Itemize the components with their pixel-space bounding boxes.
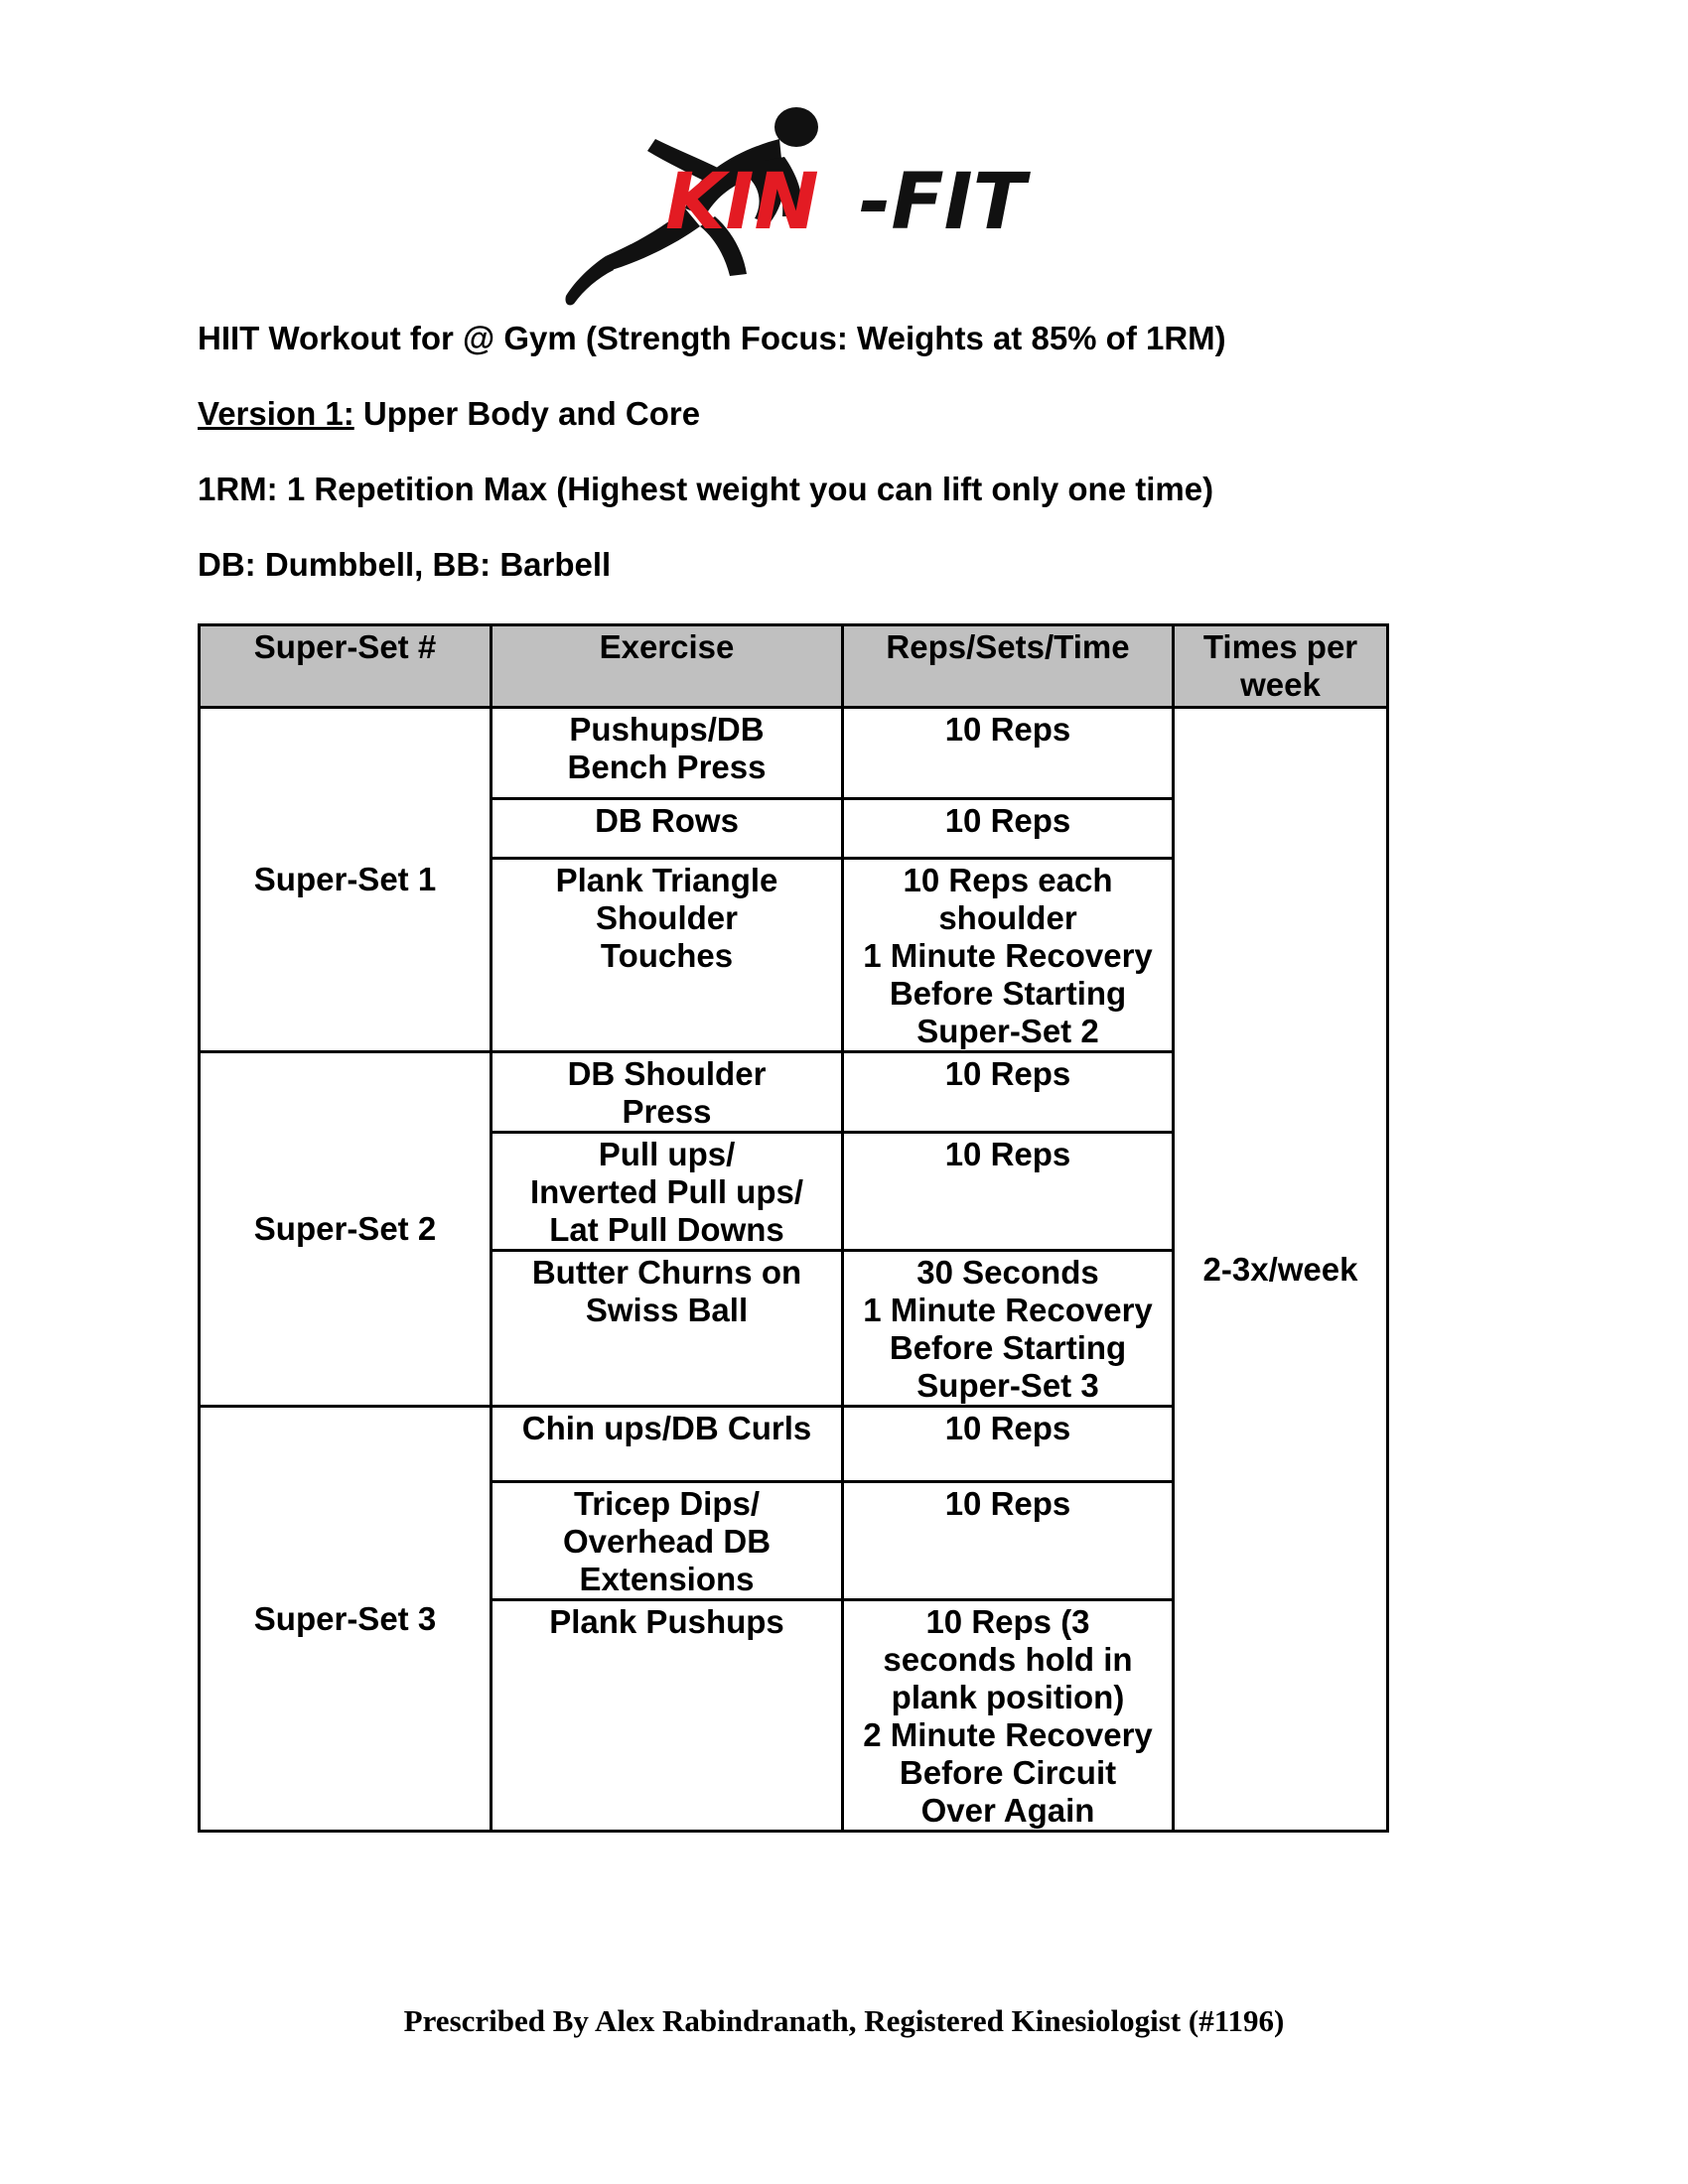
- abbreviation-note: DB: Dumbbell, BB: Barbell: [198, 546, 612, 583]
- table-header-row: [200, 625, 1388, 708]
- superset-label: Super-Set 2: [200, 1052, 492, 1407]
- exercise-cell: Pushups/DB Bench Press: [492, 708, 843, 799]
- reps-cell: 10 Reps: [843, 1133, 1174, 1251]
- exercise-cell: DB Shoulder Press: [492, 1052, 843, 1133]
- reps-cell: 10 Reps: [843, 1407, 1174, 1482]
- kin-fit-logo: [516, 99, 1192, 318]
- workout-table: [198, 623, 1389, 1833]
- reps-cell: 30 Seconds 1 Minute Recovery Before Starting Super-Set 3: [843, 1251, 1174, 1407]
- exercise-cell: Plank Triangle Shoulder Touches: [492, 859, 843, 1052]
- table-row: [200, 708, 1388, 799]
- logo-text-fit: -FIT: [859, 158, 1026, 247]
- version-line: [198, 395, 700, 433]
- exercise-cell: Plank Pushups: [492, 1600, 843, 1832]
- reps-cell: 10 Reps (3 seconds hold in plank position) 2 Minute Recovery Before Circuit Over Again: [843, 1600, 1174, 1832]
- exercise-cell: Pull ups/ Inverted Pull ups/ Lat Pull Downs: [492, 1133, 843, 1251]
- reps-cell: 10 Reps each shoulder 1 Minute Recovery Before Starting Super-Set 2: [843, 859, 1174, 1052]
- exercise-cell: Tricep Dips/ Overhead DB Extensions: [492, 1482, 843, 1600]
- reps-cell: 10 Reps: [843, 799, 1174, 859]
- sprinter-logo-icon: [516, 99, 1192, 318]
- header-reps: Reps/Sets/Time: [843, 625, 1174, 708]
- version-label: Version 1:: [198, 395, 354, 432]
- superset-label: Super-Set 1: [200, 708, 492, 1052]
- superset-label: Super-Set 3: [200, 1407, 492, 1832]
- logo-text-kin: KIN: [665, 158, 819, 247]
- one-rm-note: 1RM: 1 Repetition Max (Highest weight you can lift only one time): [198, 471, 1214, 507]
- exercise-cell: Butter Churns on Swiss Ball: [492, 1251, 843, 1407]
- reps-cell: 10 Reps: [843, 708, 1174, 799]
- header-superset: Super-Set #: [200, 625, 492, 708]
- workout-title: HIIT Workout for @ Gym (Strength Focus: Weights at 85% of 1RM): [198, 320, 1226, 356]
- exercise-cell: Chin ups/DB Curls: [492, 1407, 843, 1482]
- reps-cell: 10 Reps: [843, 1482, 1174, 1600]
- frequency-cell: 2-3x/week: [1174, 708, 1388, 1832]
- reps-cell: 10 Reps: [843, 1052, 1174, 1133]
- header-times-per-week: Times per week: [1174, 625, 1388, 708]
- exercise-cell: DB Rows: [492, 799, 843, 859]
- header-exercise: Exercise: [492, 625, 843, 708]
- prescribed-by-footer: Prescribed By Alex Rabindranath, Registered Kinesiologist (#1196): [403, 2003, 1285, 2038]
- version-text: Upper Body and Core: [353, 395, 701, 432]
